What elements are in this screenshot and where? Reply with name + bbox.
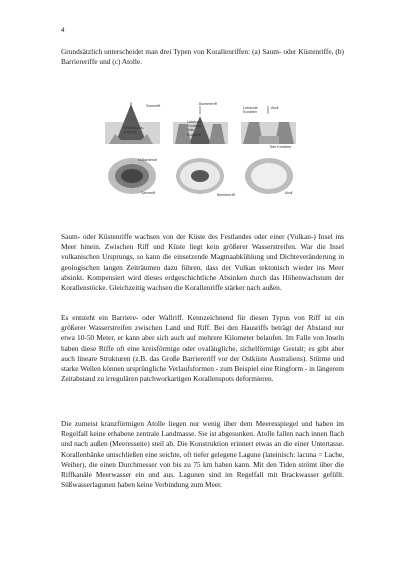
label-vulkaninsel: Vulkaninsel [138,158,158,162]
label-lebende-tote-korallen: Lebende Korallen Tote Korallen [187,120,202,137]
reef-types-figure [103,100,298,200]
top-view-barriereriff [176,158,224,194]
label-barriereriff: Barriereriff [199,102,217,106]
reef-diagram [103,100,298,200]
paragraph-saumriff: Saum- oder Küstenriffe wachsen von der Küste des Festlandes oder einer (Vulkan-) Insel ins Meer hinein. Zwischen Riff und Küste liegt kein größerer Wasserstreifen. War die Insel vulkanischen Ursprungs, so kann die einsetzende Magmaabkühlung und Dichteveränderung in geologischen langen Zeiträumen dazu führen, dass der Vulkan tektonisch wieder ins Meer absinkt. Kompensiert wird dieses erdgeschichtliche Absinken durch das Höhenwachstum der Korallenstöcke. Gleichzeitig wachsen die Korallenriffe stärker nach außen. [61,232,344,293]
cross-section-atoll [241,122,296,144]
page-number: 4 [61,27,65,34]
label-saumriff-bottom: Saumriff [141,191,156,195]
top-view-atoll [245,158,293,194]
label-atoll-bottom: Atoll [285,191,293,195]
label-tote-korallen: Tote Korallen [269,145,292,149]
label-saumriff: Saumriff [146,104,161,108]
paragraph-barriereriff: Es entsteht ein Barriere- oder Wallriff. Kennzeichnend für diesen Typus von Riff ist ein größerer Wasserstreifen zwischen Land und Riff. Bei den Hausriffs beträgt der Abstand nur etwa 10-50 Meter, er kann aber sich auch auf mehrere Kilometer belaufen. Im Falle von Inseln haben diese Riffe oft eine kreisförmige oder ovalängliche, sichelförmige Gestalt; es gibt aber auch lineare Strukturen (z.B. das Große Barriereriff vor der Ostküste Australiens). Stürme und starke Wellen können ursprüngliche Verlaufsformen - zum Beispiel eine Ringform - in längerem Zeitabstand zu irregulären patchworkartigen Korallenspots deformieren. [61,313,345,384]
paragraph-intro: Grundsätzlich unterscheidet man drei Typen von Korallenriffen: (a) Saum- oder Küstenriffe, (b) Barriereriffe und (c) Atolle. [61,47,344,67]
top-view-saumriff [108,158,156,194]
label-atoll: Atoll [271,106,279,110]
label-wachstumsrichtung: Wachstums- richtung [123,126,144,135]
label-lebende-korallen: Lebende Korallen [243,106,258,115]
label-barriereriff-bottom: Barriereriff [217,193,235,197]
paragraph-atoll: Die zumeist kranzförmigen Atolle liegen nur wenig über dem Meeresspiegel und haben im Regelfall keine erhabene zentrale Landmasse. Sie ist abgesunken. Atolle fallen nach innen flach und nach außen (Meeresseite) steil ab. Die Konstruktion erinnert etwas an die einer Untertasse. Korallenbänke umschließen eine seichte, oft tiefer gelegene Lagune (lateinisch: lacuna = Lache, Weiher), die einen Durchmesser von bis zu 75 km haben kann. Mit den Tiden strömt über die Riffkanäle Meerwasser ein und aus. Lagunen sind im Regelfall mit Brackwasser gefüllt. Süßwasserlagunen haben keine Verbindung zum Meer. [61,419,344,490]
cross-section-saumriff [105,104,160,144]
